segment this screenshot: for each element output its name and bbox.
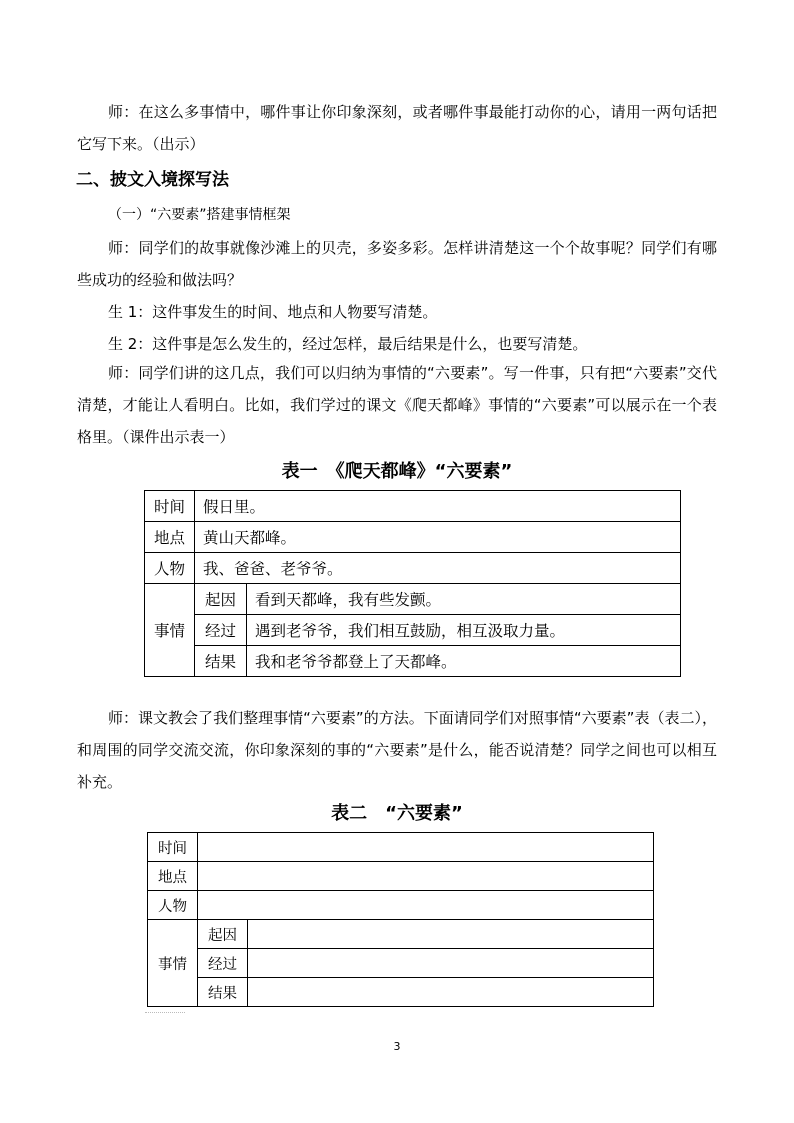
process-blank-cell[interactable] (248, 949, 654, 978)
paragraph-student-1: 生 1：这件事发生的时间、地点和人物要写清楚。 (108, 303, 438, 321)
paragraph-teacher-instruction: 师：课文教会了我们整理事情“六要素”的方法。下面请同学们对照事情“六要素”表（表二），和周围的同学交流交流，你印象深刻的事的“六要素”是什么，能否说清楚？同学之间也可以相互补充。 (77, 709, 717, 791)
process-value: 遇到老爷爷，我们相互鼓励，相互汲取力量。 (247, 615, 681, 646)
faint-mark (145, 1012, 185, 1017)
section-heading: 二、披文入境探写法 (76, 170, 229, 190)
table-row (145, 522, 681, 553)
table-row (145, 584, 681, 615)
event-label: 事情 (148, 920, 198, 1007)
table2-caption: 表二 “六要素” (331, 803, 463, 824)
place-label: 地点 (148, 862, 198, 891)
result-label: 结果 (195, 646, 247, 677)
cause-blank-cell[interactable] (248, 920, 654, 949)
table-row (148, 833, 654, 862)
place-label: 地点 (145, 522, 195, 553)
table2-six-elements-blank (147, 832, 654, 1007)
process-label: 经过 (195, 615, 247, 646)
people-label: 人物 (148, 891, 198, 920)
time-label: 时间 (148, 833, 198, 862)
page-number: 3 (393, 1040, 401, 1053)
table-row (148, 978, 654, 1007)
table1-six-elements (144, 490, 681, 677)
table1-caption: 表一 《爬天都峰》“六要素” (281, 461, 513, 482)
time-value: 假日里。 (195, 491, 681, 522)
table-row (145, 491, 681, 522)
cause-label: 起因 (198, 920, 248, 949)
result-label: 结果 (198, 978, 248, 1007)
cause-label: 起因 (195, 584, 247, 615)
paragraph-teacher-prompt: 师：在这么多事情中，哪件事让你印象深刻，或者哪件事最能打动你的心，请用一两句话把它写下来。（出示） (77, 103, 717, 153)
subsection-heading: （一）“六要素”搭建事情框架 (108, 207, 291, 223)
time-label: 时间 (145, 491, 195, 522)
table-row (148, 920, 654, 949)
process-label: 经过 (198, 949, 248, 978)
paragraph-student-2: 生 2：这件事是怎么发生的，经过怎样，最后结果是什么，也要写清楚。 (108, 335, 588, 353)
event-label: 事情 (145, 584, 195, 677)
place-value: 黄山天都峰。 (195, 522, 681, 553)
people-label: 人物 (145, 553, 195, 584)
result-blank-cell[interactable] (248, 978, 654, 1007)
people-value: 我、爸爸、老爷爷。 (195, 553, 681, 584)
table-row (145, 646, 681, 677)
table-row (148, 862, 654, 891)
people-blank-cell[interactable] (198, 891, 654, 920)
result-value: 我和老爷爷都登上了天都峰。 (247, 646, 681, 677)
time-blank-cell[interactable] (198, 833, 654, 862)
paragraph-teacher-summary: 师：同学们讲的这几点，我们可以归纳为事情的“六要素”。写一件事，只有把“六要素”交代清楚，才能让人看明白。比如，我们学过的课文《爬天都峰》事情的“六要素”可以展示在一个表格里。（课件出示表一） (77, 364, 717, 446)
table-row (148, 891, 654, 920)
paragraph-teacher-question: 师：同学们的故事就像沙滩上的贝壳，多姿多彩。怎样讲清楚这一个个故事呢？同学们有哪些成功的经验和做法吗？ (77, 239, 717, 289)
table-row (145, 615, 681, 646)
cause-value: 看到天都峰，我有些发颤。 (247, 584, 681, 615)
table-row (145, 553, 681, 584)
table-row (148, 949, 654, 978)
place-blank-cell[interactable] (198, 862, 654, 891)
